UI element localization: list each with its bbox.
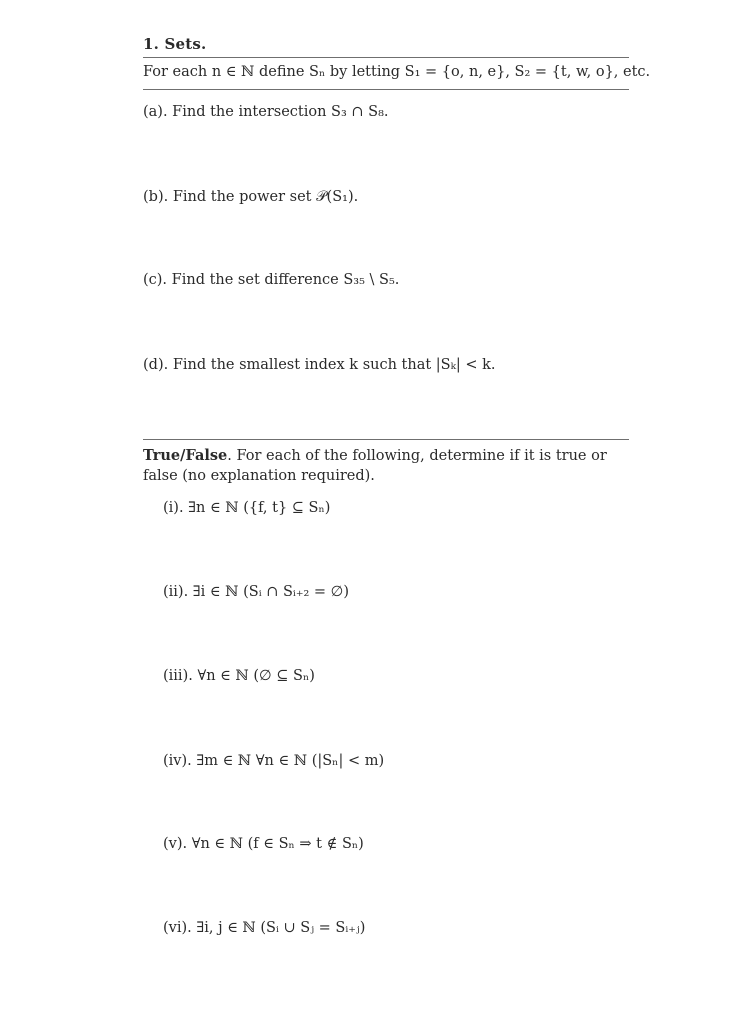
tf-item-v: (v). ∀n ∈ ℕ (f ∈ Sₙ ⇒ t ∉ Sₙ) — [163, 836, 364, 852]
rule-intro-bottom — [143, 89, 629, 90]
tf-item-ii: (ii). ∃i ∈ ℕ (Sᵢ ∩ Sᵢ₊₂ = ∅) — [163, 584, 349, 600]
true-false-label: True/False — [143, 447, 228, 464]
tf-item-i: (i). ∃n ∈ ℕ ({f, t} ⊆ Sₙ) — [163, 500, 331, 516]
part-b: (b). Find the power set 𝒫(S₁). — [143, 189, 359, 205]
tf-item-vi: (vi). ∃i, j ∈ ℕ (Sᵢ ∪ Sⱼ = Sᵢ₊ⱼ) — [163, 920, 366, 936]
tf-item-iv: (iv). ∃m ∈ ℕ ∀n ∈ ℕ (|Sₙ| < m) — [163, 753, 385, 769]
rule-top — [143, 57, 629, 58]
part-a: (a). Find the intersection S₃ ∩ S₈. — [143, 104, 389, 120]
part-c: (c). Find the set difference S₃₅ \ S₅. — [143, 272, 400, 288]
section-title: 1. Sets. — [143, 35, 207, 53]
rule-true-false — [143, 439, 629, 440]
part-d: (d). Find the smallest index k such that |Sₖ| < k. — [143, 357, 496, 373]
true-false-instructions: . For each of the following, determine if it is true or false (no explanation required). — [143, 448, 607, 484]
tf-item-iii: (iii). ∀n ∈ ℕ (∅ ⊆ Sₙ) — [163, 668, 315, 684]
true-false-heading — [143, 446, 633, 486]
section-intro: For each n ∈ ℕ define Sₙ by letting S₁ = {o, n, e}, S₂ = {t, w, o}, etc. — [143, 64, 651, 80]
